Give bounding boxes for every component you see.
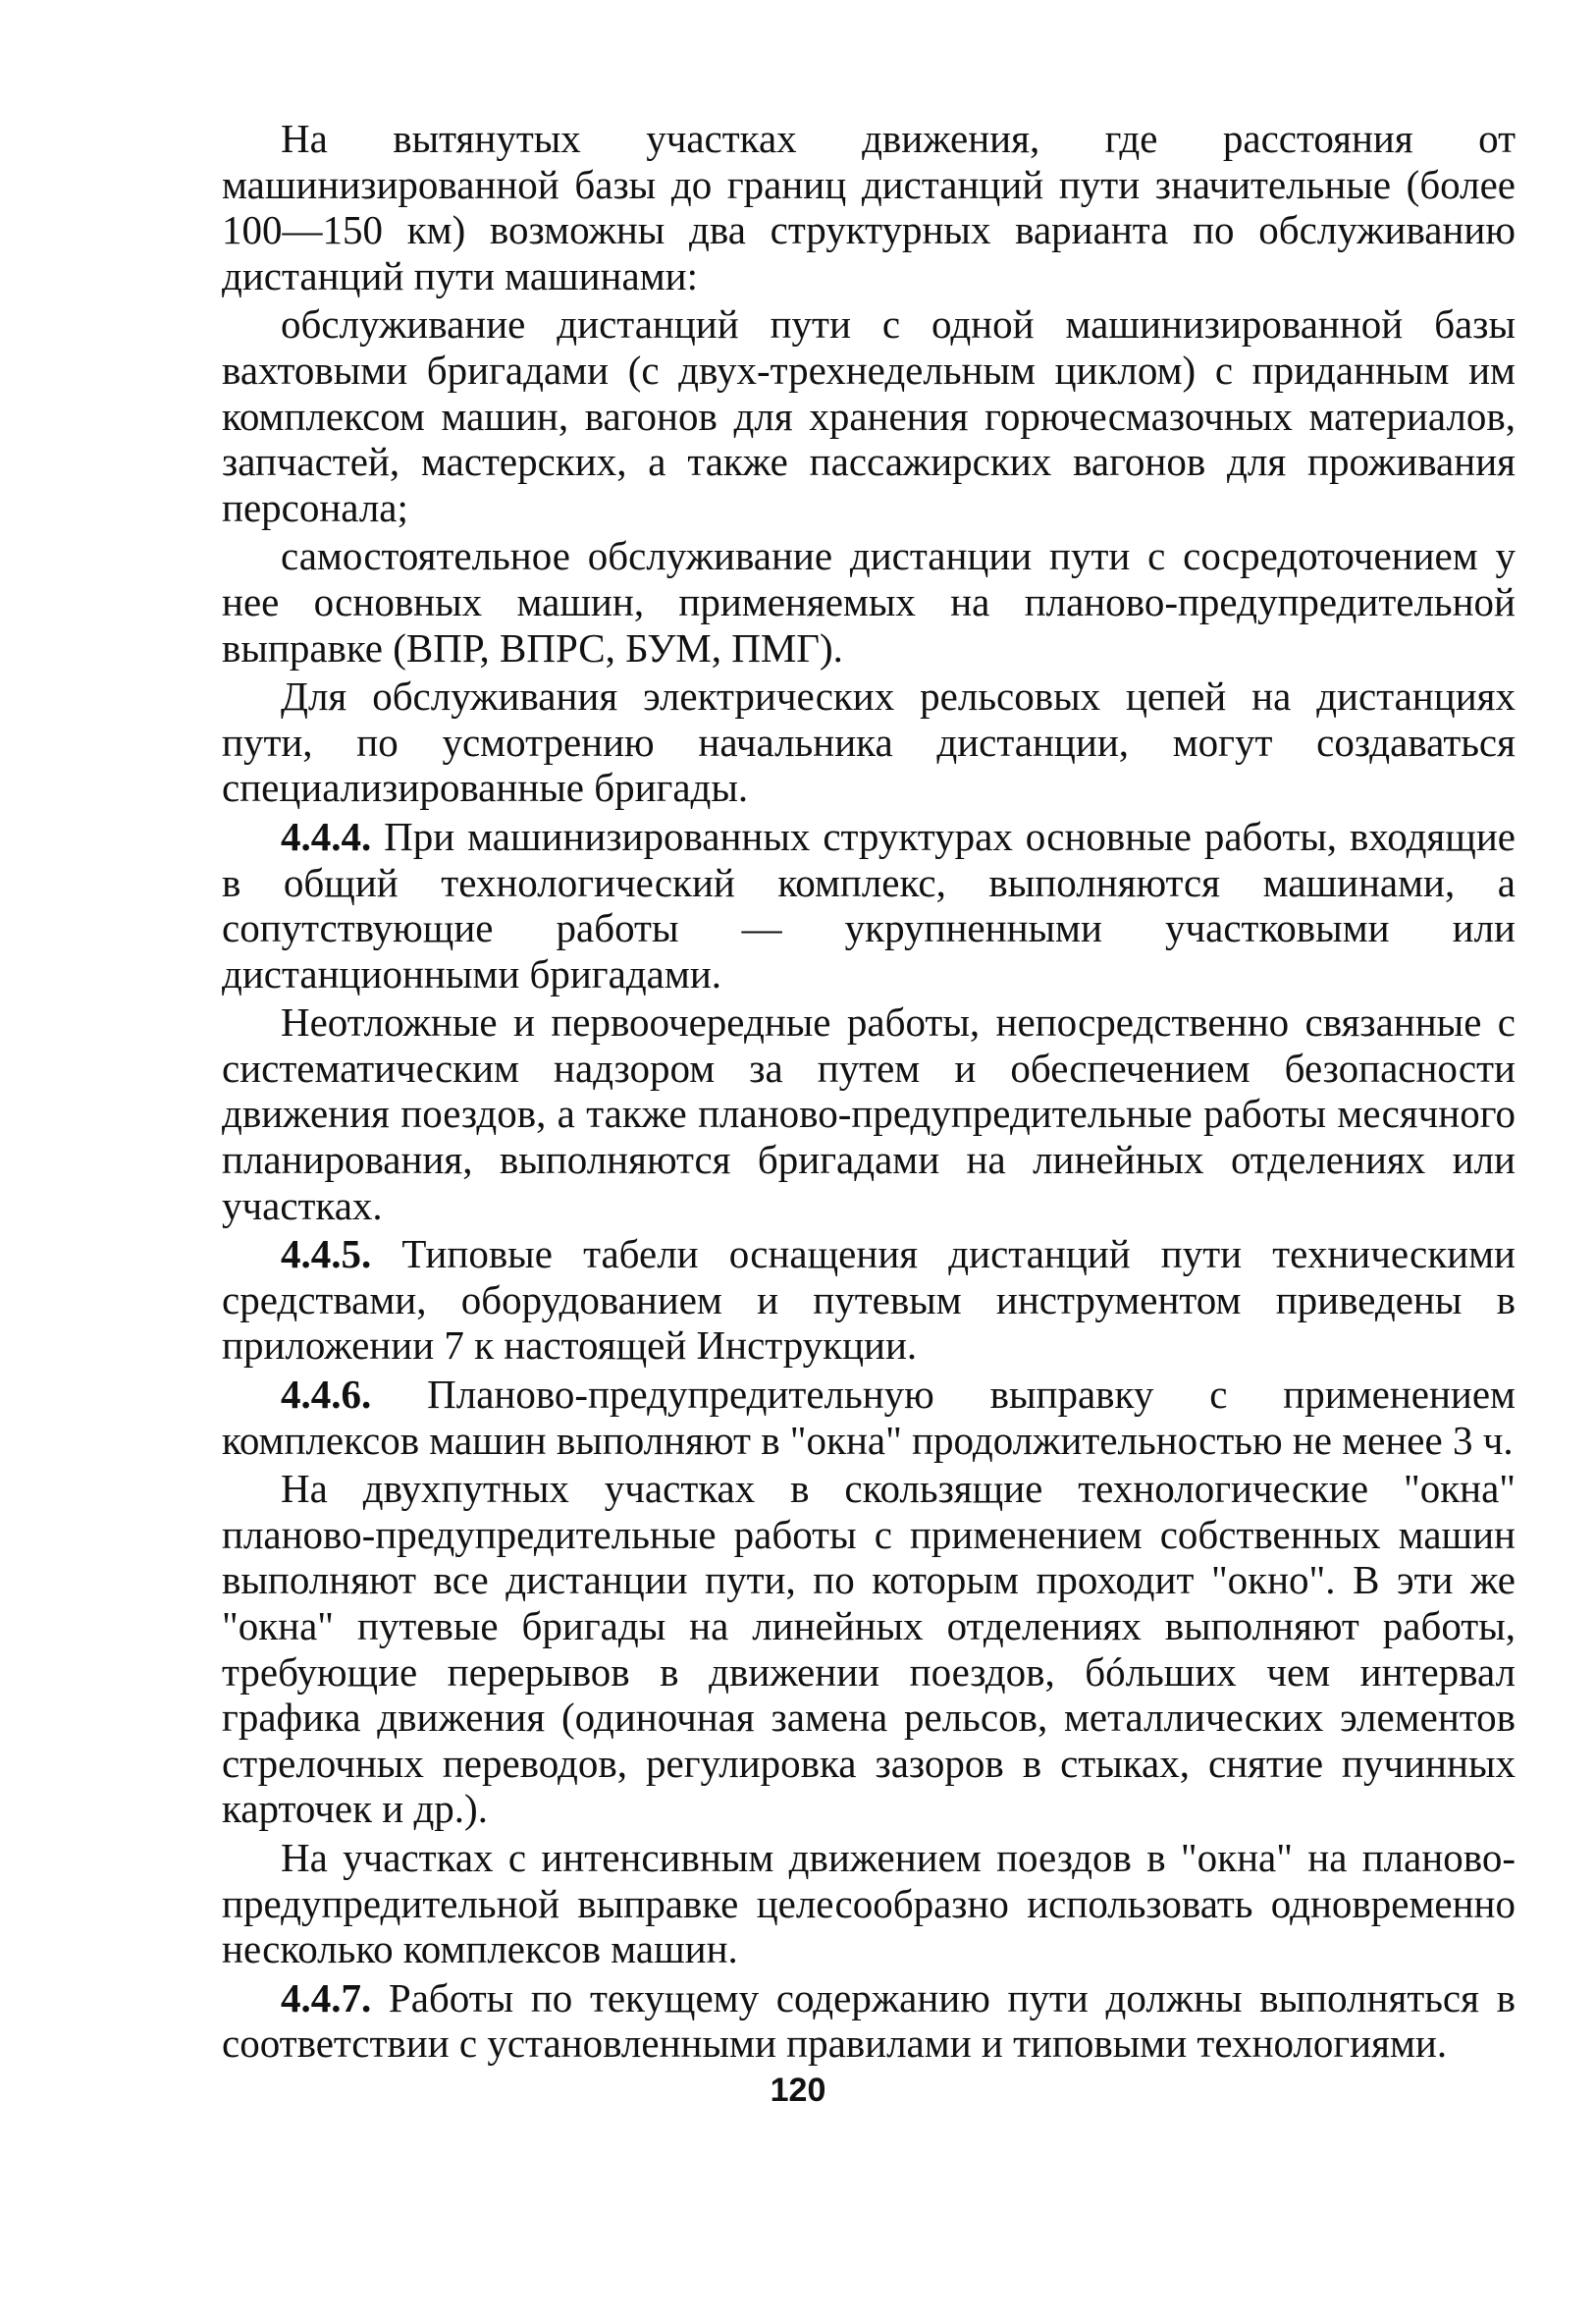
section-number: 4.4.7. [281, 1974, 372, 2020]
page-number: 120 [770, 2072, 826, 2109]
paragraph-text: обслуживание дистанций пути с одной машинизированной базы вахтовыми бригадами (с двух-трехнедельным циклом) с приданным им комплексом машин, вагонов для хранения горючесмазочных материалов, запчастей, мастерских, а также пассажирских вагонов для проживания персонала; [222, 301, 1516, 530]
paragraph-text: При машинизированных структурах основные работы, входящие в общий технологический комплекс, выполняются машинами, а сопутствующие работы — укрупненными участковыми или дистанционными бригадами. [222, 813, 1516, 996]
paragraph-text: Типовые табели оснащения дистанций пути техническими средствами, оборудованием и путевым инструментом приведены в приложении 7 к настоящей Инструкции. [222, 1231, 1516, 1369]
body-text [222, 116, 1516, 2070]
section-paragraph [222, 1231, 1516, 1369]
paragraph [222, 533, 1516, 671]
section-number: 4.4.4. [281, 813, 372, 859]
paragraph [222, 301, 1516, 530]
paragraph-text: Для обслуживания электрических рельсовых цепей на дистанциях пути, по усмотрению начальника дистанции, могут создаваться специализированные бригады. [222, 673, 1516, 811]
paragraph-text: На двухпутных участках в скользящие технологические "окна" планово-предупредительные работы с применением собственных машин выполняют все дистанции пути, по которым проходит "окно". В эти же "окна" путевые бригады на линейных отделениях выполняют работы, требующие перерывов в движении поездов, бóльших чем интервал графика движения (одиночная замена рельсов, металлических элементов стрелочных переводов, регулировка зазоров в стыках, снятие пучинных карточек и др.). [222, 1466, 1516, 1832]
paragraph-text: На вытянутых участках движения, где расстояния от машинизированной базы до границ дистанций пути значительные (более 100—150 км) возможны два структурных варианта по обслуживанию дистанций пути машинами: [222, 116, 1516, 298]
paragraph-text: самостоятельное обслуживание дистанции пути с сосредоточением у нее основных машин, применяемых на планово-предупредительной выправке (ВПР, ВПРС, БУМ, ПМГ). [222, 533, 1516, 671]
paragraph-text: Неотложные и первоочередные работы, непосредственно связанные с систематическим надзором за путем и обеспечением безопасности движения поездов, а также планово-предупредительные работы месячного планирования, выполняются бригадами на линейных отделениях или участках. [222, 999, 1516, 1228]
section-paragraph [222, 814, 1516, 996]
section-number: 4.4.5. [281, 1231, 372, 1277]
paragraph [222, 999, 1516, 1228]
paragraph-text: Работы по текущему содержанию пути должны выполняться в соответствии с установленными правилами и типовыми технологиями. [222, 1974, 1516, 2067]
paragraph [222, 116, 1516, 298]
paragraph [222, 1835, 1516, 1972]
section-number: 4.4.6. [281, 1372, 372, 1418]
paragraph [222, 1466, 1516, 1832]
paragraph [222, 673, 1516, 811]
section-paragraph [222, 1372, 1516, 1463]
section-paragraph [222, 1975, 1516, 2067]
paragraph-text: На участках с интенсивным движением поездов в "окна" на планово-предупредительной выправке целесообразно использовать одновременно несколько комплексов машин. [222, 1834, 1516, 1972]
paragraph-text: Планово-предупредительную выправку с применением комплексов машин выполняют в "окна" продолжительностью не менее 3 ч. [222, 1372, 1516, 1463]
